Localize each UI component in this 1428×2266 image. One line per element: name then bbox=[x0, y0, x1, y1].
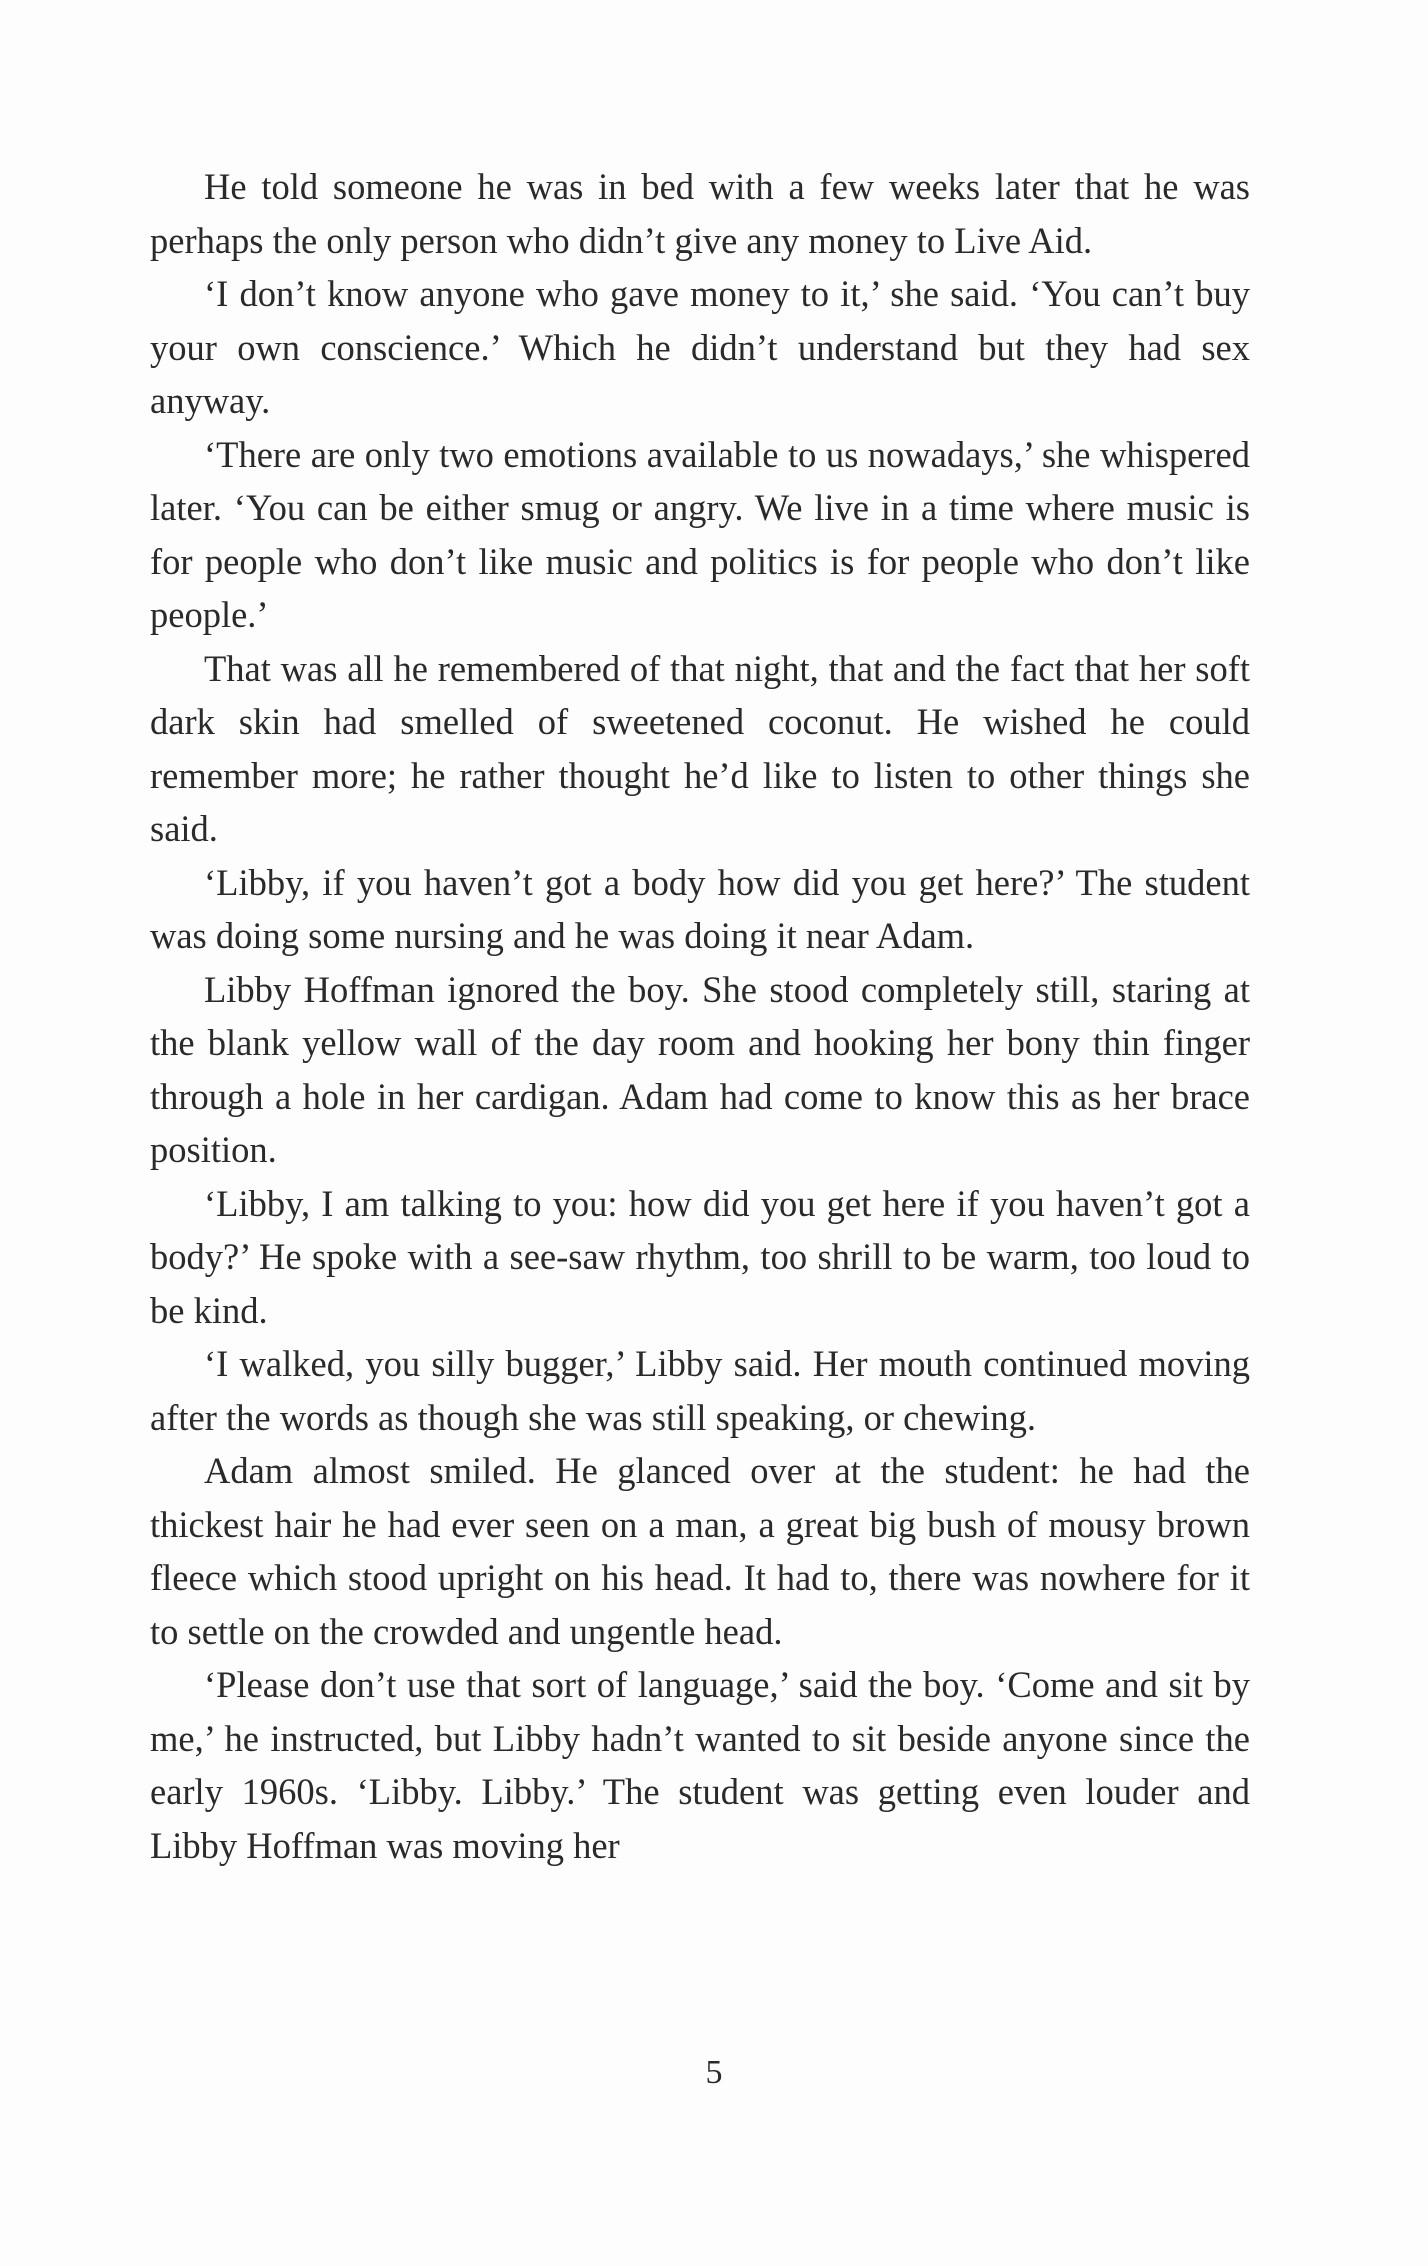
paragraph: Libby Hoffman ignored the boy. She stood completely still, staring at the blank yellow wall of the day room and hooking her bony thin finger through a hole in her cardigan. Adam had come to know this as her brace position. bbox=[150, 968, 1250, 1170]
paragraph: ‘Libby, if you haven’t got a body how did you get here?’ The student was doing some nursing and he was doing it near Adam. bbox=[150, 861, 1250, 956]
paragraph: ‘I don’t know anyone who gave money to it,’ she said. ‘You can’t buy your own conscience.’ Which he didn’t understand but they had sex anyway. bbox=[150, 273, 1250, 421]
paragraph: ‘There are only two emotions available to us nowadays,’ she whispered later. ‘You can be either smug or angry. We live in a time where music is for people who don’t like music and politics is for people who don’t like people.’ bbox=[150, 433, 1250, 635]
paragraph: Adam almost smiled. He glanced over at the student: he had the thickest hair he had ever seen on a man, a great big bush of mousy brown fleece which stood upright on his head. It had to, there was nowhere for it to settle on the crowded and ungentle head. bbox=[150, 1450, 1250, 1652]
body-text bbox=[150, 160, 1250, 1872]
paragraph: That was all he remembered of that night, that and the fact that her soft dark skin had smelled of sweetened coconut. He wished he could remember more; he rather thought he’d like to listen to other things she said. bbox=[150, 647, 1250, 849]
page-number: 5 bbox=[705, 2054, 723, 2091]
paragraph: ‘I walked, you silly bugger,’ Libby said. Her mouth continued moving after the words as though she was still speaking, or chewing. bbox=[150, 1343, 1250, 1438]
paragraph: He told someone he was in bed with a few weeks later that he was perhaps the only person who didn’t give any money to Live Aid. bbox=[150, 166, 1250, 261]
paragraph: ‘Please don’t use that sort of language,’ said the boy. ‘Come and sit by me,’ he instructed, but Libby hadn’t wanted to sit beside anyone since the early 1960s. ‘Libby. Libby.’ The student was getting even louder and Libby Hoffman was moving her bbox=[150, 1664, 1250, 1866]
paragraph: ‘Libby, I am talking to you: how did you get here if you haven’t got a body?’ He spoke with a see-saw rhythm, too shrill to be warm, too loud to be kind. bbox=[150, 1182, 1250, 1331]
